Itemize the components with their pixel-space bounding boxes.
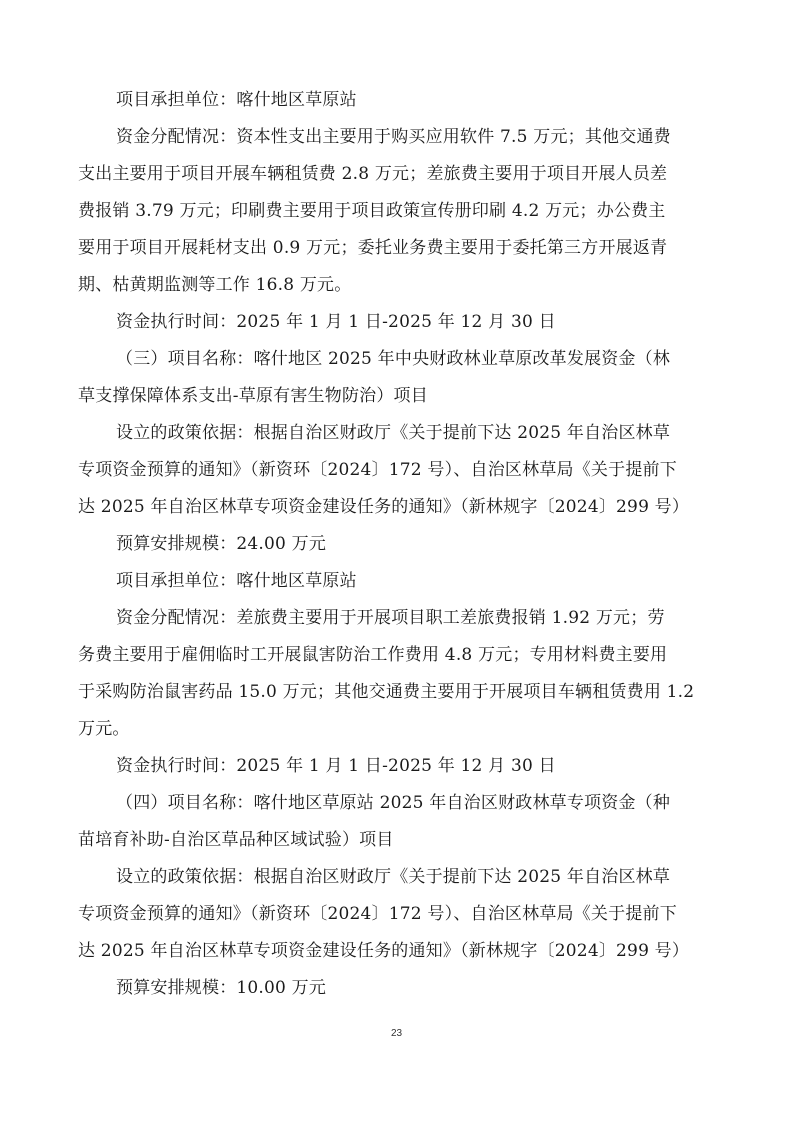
text-line-7: 资金执行时间：2025 年 1 月 1 日-2025 年 12 月 30 日 [116,312,556,332]
text-line-25: 预算安排规模：10.00 万元 [116,978,327,998]
text-line-6: 期、枯黄期监测等工作 16.8 万元。 [78,275,352,295]
text-line-16: 务费主要用于雇佣临时工开展鼠害防治工作费用 4.8 万元；专用材料费主要用 [78,645,668,665]
text-line-13: 预算安排规模：24.00 万元 [116,534,327,554]
text-line-3: 支出主要用于项目开展车辆租赁费 2.8 万元；差旅费主要用于项目开展人员差 [78,164,668,184]
text-line-5: 要用于项目开展耗材支出 0.9 万元；委托业务费主要用于委托第三方开展返青 [78,238,668,258]
text-line-17: 于采购防治鼠害药品 15.0 万元；其他交通费主要用于开展项目车辆租赁费用 1.2 [78,682,695,702]
text-line-21: 苗培育补助-自治区草品种区域试验）项目 [78,830,394,850]
text-line-22: 设立的政策依据：根据自治区财政厅《关于提前下达 2025 年自治区林草 [116,867,671,887]
section-heading-4: （四）项目名称：喀什地区草原站 2025 年自治区财政林草专项资金（种 [116,793,671,813]
text-line-12: 达 2025 年自治区林草专项资金建设任务的通知》（新林规字〔2024〕299 号） [78,497,690,517]
text-line-15: 资金分配情况：差旅费主要用于开展项目职工差旅费报销 1.92 万元；劳 [116,608,665,628]
text-line-18: 万元。 [78,719,130,739]
text-line-24: 达 2025 年自治区林草专项资金建设任务的通知》（新林规字〔2024〕299 号） [78,941,690,961]
text-line-9: 草支撑保障体系支出-草原有害生物防治）项目 [78,386,428,406]
text-line-19: 资金执行时间：2025 年 1 月 1 日-2025 年 12 月 30 日 [116,756,556,776]
text-line-14: 项目承担单位：喀什地区草原站 [116,571,357,591]
text-line-23: 专项资金预算的通知》（新资环〔2024〕172 号）、自治区林草局《关于提前下 [78,904,677,924]
text-line-2: 资金分配情况：资本性支出主要用于购买应用软件 7.5 万元；其他交通费 [116,127,671,147]
text-line-4: 费报销 3.79 万元；印刷费主要用于项目政策宣传册印刷 4.2 万元；办公费主 [78,201,666,221]
text-line-10: 设立的政策依据：根据自治区财政厅《关于提前下达 2025 年自治区林草 [116,423,671,443]
page-number: 23 [390,1028,403,1039]
text-line-1: 项目承担单位：喀什地区草原站 [116,90,357,110]
section-heading-3: （三）项目名称：喀什地区 2025 年中央财政林业草原改革发展资金（林 [116,349,671,369]
text-line-11: 专项资金预算的通知》（新资环〔2024〕172 号）、自治区林草局《关于提前下 [78,460,677,480]
